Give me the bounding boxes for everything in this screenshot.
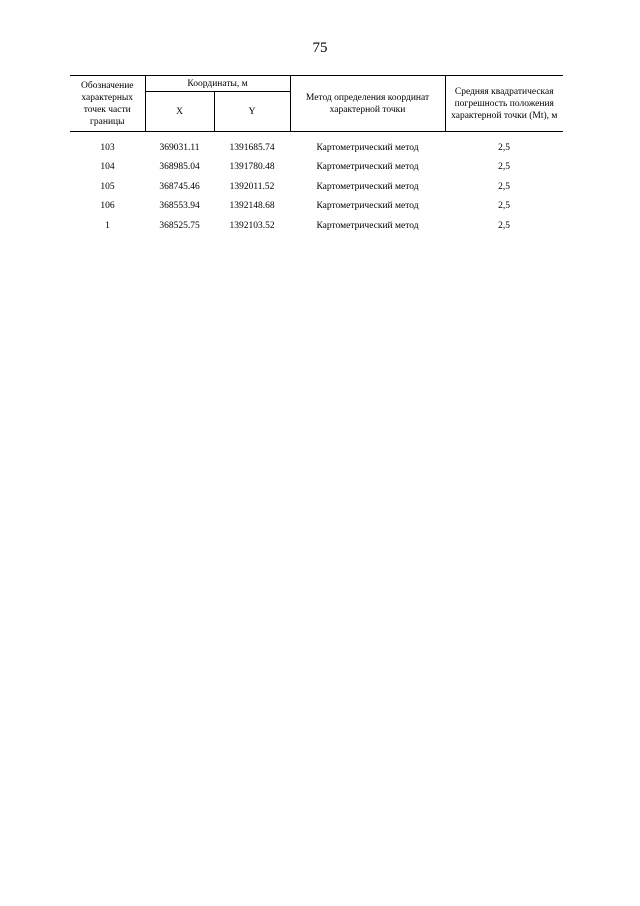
cell-x: 368745.46 [159,181,200,192]
cell-y: 1391685.74 [229,142,275,153]
cell-method: Картометрический метод [316,181,419,192]
header-mean-square-error: Средняя квадратическая погрешность положения характерной точки (Mt), м [445,76,563,132]
cell-point: 104 [100,162,115,173]
table-row [70,177,563,197]
cell-point: 103 [100,142,115,153]
cell-error: 2,5 [498,162,510,173]
cell-error: 2,5 [498,220,510,231]
coordinates-table [70,75,563,236]
cell-point: 1 [105,220,110,231]
cell-y: 1391780.48 [229,162,275,173]
cell-x: 368985.04 [159,162,200,173]
table-row [70,216,563,236]
header-y: Y [214,92,290,132]
header-method: Метод определения координат характерной точки [290,76,445,132]
table-row [70,132,563,158]
header-coordinates: Координаты, м [145,76,290,92]
header-x: X [145,92,214,132]
cell-error: 2,5 [498,201,510,212]
cell-point: 105 [100,181,115,192]
cell-y: 1392103.52 [229,220,275,231]
cell-y: 1392148.68 [229,201,275,212]
cell-method: Картометрический метод [316,220,419,231]
cell-y: 1392011.52 [229,181,275,192]
cell-method: Картометрический метод [316,201,419,212]
cell-x: 368525.75 [159,220,200,231]
cell-point: 106 [100,201,115,212]
table-row [70,197,563,217]
cell-error: 2,5 [498,181,510,192]
table-row [70,158,563,178]
cell-method: Картометрический метод [316,162,419,173]
cell-method: Картометрический метод [316,142,419,153]
cell-x: 369031.11 [159,142,200,153]
header-point-designation: Обозначение характерных точек части границы [70,76,145,132]
cell-x: 368553.94 [159,201,200,212]
page-number: 75 [312,40,328,56]
cell-error: 2,5 [498,142,510,153]
